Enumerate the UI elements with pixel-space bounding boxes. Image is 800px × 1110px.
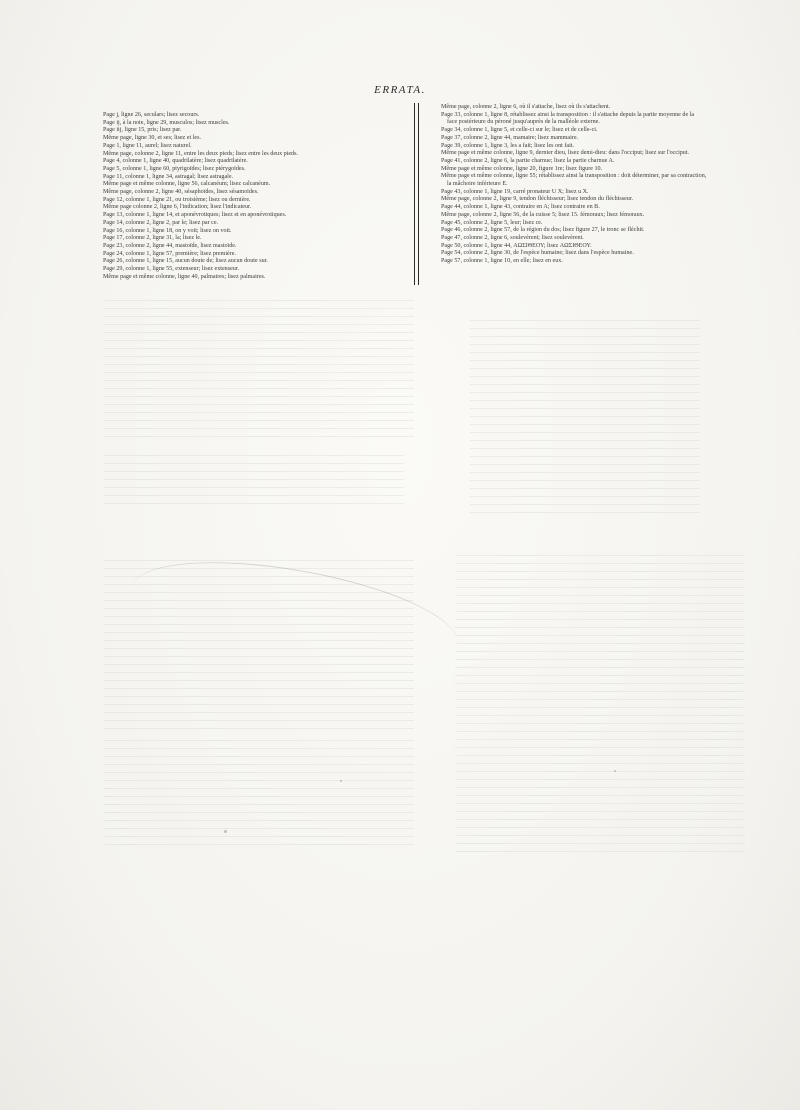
bleed-through-text [104, 300, 414, 440]
errata-entry: Page 54, colonne 2, ligne 30, de l'espèce humaine; lisez dans l'espèce humaine. [441, 250, 634, 257]
errata-entry: Même page, colonne 2, ligne 40, sésaphoïdes, lisez sésamoïdes. [103, 189, 259, 196]
ink-speck [614, 770, 616, 772]
page-title: ERRATA. [374, 84, 426, 96]
errata-entry: Page 13, colonne 1, ligne 14, et aponévrotiques; lisez et en aponévrotiques. [103, 212, 287, 219]
errata-entry: Page 17, colonne 2, ligne 31, la; lisez le. [103, 235, 202, 242]
errata-entry: Page j, ligne 26, seculars; lisez secours. [103, 112, 200, 118]
bleed-through-text [470, 320, 700, 520]
errata-entry: Page 1, ligne 11, aurel; lisez naturel. [103, 142, 192, 149]
errata-entry: Même page et même colonne, ligne 56, calcanéum; lisez calcanéum. [103, 181, 271, 188]
errata-entry: Même page, colonne 2, ligne 6, où il s'attache, lisez où ils s'attachent. [441, 104, 611, 110]
errata-entry: Page 5, colonne 1, ligne 60, ptyrigoïdes; lisez ptérygoïdes. [103, 165, 246, 172]
ink-speck [340, 780, 342, 782]
errata-entry: Page 44, colonne 1, ligne 43, contraire en A; lisez contraire en B. [441, 204, 600, 211]
errata-entry-continuation: face postérieure du péroné jusqu'auprès de la malléole externe. [447, 119, 600, 126]
errata-entry: Page 57, colonne 1, ligne 10, en elle; lisez en eux. [441, 258, 563, 265]
errata-entry: Même page, colonne 2, ligne 9, tendon fléchisseur; lisez tendon du fléchisseur. [441, 196, 634, 203]
errata-entry: Même page colonne 2, ligne 6, l'indication; lisez l'indicateur. [103, 204, 252, 211]
errata-entry: Page 37, colonne 2, ligne 44, mamaire; lisez mammaire. [441, 134, 579, 141]
errata-entry: Page 26, colonne 1, ligne 15, aucun doute de; lisez aucun doute sur. [103, 258, 268, 265]
errata-entry: Page 14, colonne 2, ligne 2, par le; lisez par ce. [103, 219, 219, 226]
errata-entry: Page 33, colonne 1, ligne 8, rétablissez ainsi la transposition : il s'attache depuis la partie moyenne de la [441, 111, 695, 118]
errata-entry: Page 23, colonne 2, ligne 44, mastoïde, lisez mastoïde. [103, 242, 237, 249]
errata-entry: Même page et même colonne, ligne 20, figure 1re; lisez figure 10. [441, 165, 603, 172]
errata-entry: Page 50, colonne 1, ligne 44, ΑΩΣΙΘΕΟΥ; lisez ΑΩΣΙΘΕΟΥ. [441, 242, 592, 249]
errata-entry: Page iij, ligne 15, pris; lisez par. [103, 127, 182, 134]
errata-entry: Page 47, colonne 2, ligne 6, soulevèrent; lisez soulevèrent. [441, 234, 584, 241]
errata-entry: Page ij, à la note, ligne 29, musculos; lisez muscles. [103, 119, 230, 126]
bleed-through-text [455, 555, 745, 855]
errata-entry: Page 12, colonne 1, ligne 21, ou troisième; lisez ou dernière. [103, 196, 251, 203]
bleed-through-text [104, 740, 414, 850]
errata-entry: Page 43, colonne 1, ligne 19, carré pronateur U X; lisez u X. [441, 188, 589, 195]
bleed-through-text [104, 455, 404, 505]
errata-left-column [103, 112, 403, 281]
errata-entry: Page 24, colonne 1, ligne 57, première; lisez première. [103, 250, 237, 257]
errata-entry: Même page et même colonne, ligne 40, palmaires; lisez palmaires. [103, 273, 266, 280]
ink-speck [224, 830, 227, 833]
errata-entry: Page 46, colonne 2, ligne 57, de la région du dos; lisez figure 27, le tronc se fléchit. [441, 227, 645, 234]
errata-entry: Même page et même colonne, ligne 9, dernier dieu, lisez demi-dieu: dans l'occiput; lisez sur l'occiput. [441, 150, 690, 157]
errata-entry: Page 45, colonne 2, ligne 5, leur; lisez ce. [441, 219, 543, 226]
errata-entry: Page 39, colonne 1, ligne 3, les a fait; lisez les ont fait. [441, 142, 575, 149]
errata-entry: Même page, ligne 30, et ses; lisez et les. [103, 135, 201, 142]
errata-entry: Même page, colonne 2, ligne 11, entre les deux pieds; lisez entre les deux pieds. [103, 150, 299, 157]
errata-right-column [441, 104, 741, 266]
errata-entry-continuation: la mâchoire inférieure E. [447, 181, 508, 188]
errata-entry: Page 41, colonne 2, ligne 6, la partie charnue; lisez la partie charnue A. [441, 157, 615, 164]
errata-entry: Page 34, colonne 1, ligne 5, et celle-ci sur le; lisez et de celle-ci. [441, 127, 598, 134]
errata-entry: Page 16, colonne 1, ligne 18, on y voit; lisez on voit. [103, 227, 232, 234]
errata-entry: Page 4, colonne 1, ligne 40, quadrilatère; lisez quadrilatère. [103, 158, 248, 165]
errata-entry: Page 29, colonne 1, ligne 55, extenseur; lisez extenseur. [103, 266, 240, 273]
errata-entry: Même page, colonne 2, ligne 56, de la cuisse 5; lisez 15. fémoraux; lisez fémoraux. [441, 211, 645, 218]
errata-entry: Même page et même colonne, ligne 55; rétablissez ainsi la transposition : doit déterminer, par sa contraction, [441, 173, 707, 180]
column-divider [414, 103, 419, 285]
errata-entry: Page 11, colonne 1, ligne 34, astragal; lisez astragale. [103, 173, 234, 180]
